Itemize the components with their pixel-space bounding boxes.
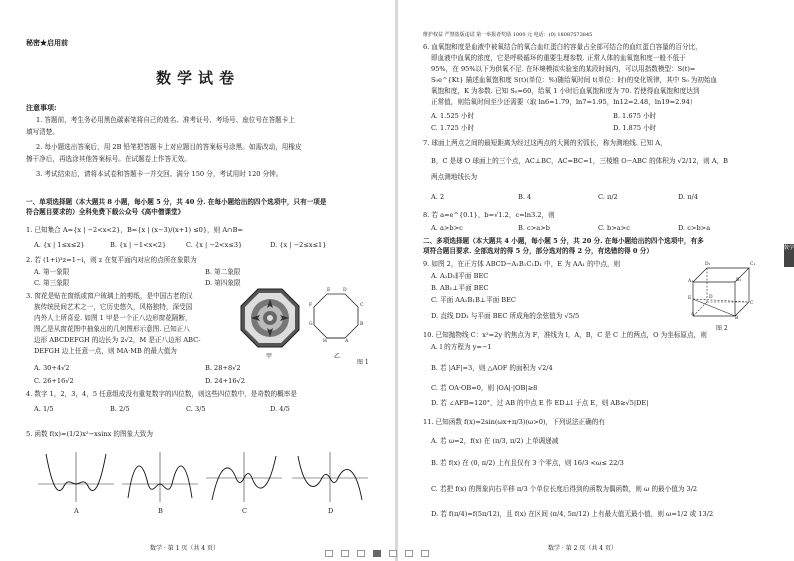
q11-option-d: D. 若 f(π/4)=f(5π/12)，且 f(x) 在区间 (π/4, 5π/12) 上有最大值无最小值，则 ω=1/2 或 13/2 [431, 510, 714, 518]
q9-option-b: B. AB₁⊥平面 BEC [431, 284, 489, 292]
page-dot[interactable] [341, 550, 349, 557]
figure-label-jia: 甲 [266, 353, 273, 360]
q6-option-c: C. 1.725 小时 [431, 124, 475, 132]
q9-option-a: A. A₁D₁∥平面 BEC [431, 272, 489, 280]
q8-option-b: B. c>a>b [518, 224, 550, 232]
cube-vertex: A [691, 312, 695, 317]
q1-option-b: B. {x | −1<x<2} [110, 241, 167, 249]
q8-option-d: D. c>b>a [678, 224, 711, 232]
q2-option-c: C. 第三象限 [34, 279, 70, 287]
q7-option-d: D. π/4 [678, 193, 698, 201]
q1-option-c: C. {x | −2<x≤3} [186, 241, 243, 249]
octagon-vertex: F [309, 303, 313, 308]
question-3-line: DEFGH 边上任意一点，则 MA·MB 的最大值为 [34, 347, 177, 355]
q2-option-d: D. 第四象限 [205, 279, 241, 287]
section-1-heading: 一、单项选择题（本大题共 8 小题，每小题 5 分，共 40 分. 在每小题给出的四个选项中，只有一项是 [26, 198, 327, 206]
octagon-diagram [308, 288, 364, 352]
page-1 [0, 0, 396, 561]
page-dot[interactable] [357, 550, 365, 557]
octagon-vertex: A [345, 339, 349, 344]
q7-option-a: A. 2 [431, 193, 445, 201]
cube-vertex: D₁ [705, 262, 711, 267]
question-3-line: 图乙是从窗花图中抽象出的几何图形示意图. 已知正八 [34, 325, 190, 333]
page-dot[interactable] [405, 550, 413, 557]
q5-option-d: D [328, 507, 334, 515]
question-3-line: 边形 ABCDEFGH 的边长为 2√2，M 是正八边形 ABC- [34, 336, 201, 344]
question-6-line: 氧饱和度，K 为参数. 已知 S₀=60，给氧 1 小时后血氧饱和度为 70. 若使得血氧饱和度达到 [431, 87, 700, 95]
question-7-line: 7. 球面上两点之间的最短距离为经过这两点的大圆的劣弧长，称为测地线. 已知 A， [423, 139, 667, 147]
section-2-heading: 二、多项选择题（本大题共 4 小题，每小题 5 分，共 20 分. 在每小题给出的四个选项中，有多 [423, 237, 704, 245]
question-7-line: B，C 是球 O 球面上的三个点，AC⊥BC，AC=BC=1，三棱锥 O−ABC 的体积为 √2/12，则 A，B [431, 157, 729, 165]
notice-line: 1. 答题前，考生务必用黑色碳素笔将自己的姓名、准考证号、考场号、座位号在答题卡上 [36, 116, 295, 124]
q10-option-b: B. 若 |AF|=3，则 △AOF 的面积为 √2/4 [431, 364, 553, 372]
q5-option-c: C [242, 507, 248, 515]
q1-option-a: A. {x | 1≤x≤2} [34, 241, 85, 249]
question-8: 8. 若 a=e^{0.1}，b=√1.2，c=ln3.2，则 [423, 211, 555, 219]
q11-option-b: B. 若 f(x) 在 (0, π/2) 上有且仅有 3 个零点，则 16/3 <ω≤ 22/3 [431, 459, 624, 467]
q2-option-a: A. 第一象限 [34, 268, 70, 276]
page-2 [398, 0, 794, 561]
octagon-vertex: E [327, 288, 331, 293]
q3-option-a: A. 30+4√2 [34, 364, 70, 372]
q11-option-c: C. 若把 f(x) 的图象向右平移 π/3 个单位长度后得到的函数为偶函数，则 ω 的最小值为 3/2 [431, 485, 698, 493]
figure-caption-2: 图 2 [716, 325, 728, 332]
cube-vertex: C [750, 301, 754, 306]
page-2-footer: 数学 · 第 2 页（共 4 页） [548, 545, 617, 552]
q5-option-a: A [74, 507, 79, 515]
subject-side-tab[interactable]: 数学 [784, 244, 794, 267]
q10-option-c: C. 若 OA·OB=0，则 |OA|·|OB|≥8 [431, 384, 538, 392]
question-5: 5. 函数 f(x)=(1/2)x²−xsinx 的图象大致为 [26, 430, 153, 438]
q4-option-c: C. 3/5 [186, 405, 206, 413]
notice-line: 3. 考试结束后，请将本试卷和答题卡一并交回。满分 150 分，考试用时 120 分钟。 [36, 170, 283, 178]
question-6-line: 即血液中血氧的浓度，它是呼吸循环的重要生理参数. 正常人体的血氧饱和度一般不低于 [431, 54, 686, 62]
question-6-line: 6. 血氧饱和度是血液中被氧结合的氧合血红蛋白的容量占全部可结合的血红蛋白容量的百分比， [423, 43, 702, 51]
question-6-line: S₀e^{Kt} 描述血氧饱和度 S(t)(单位：%)随给氧时间 t(单位：时)的变化规律，其中 S₀ 为初始血 [431, 76, 718, 84]
q2-option-b: B. 第二象限 [205, 268, 241, 276]
q9-option-c: C. 平面 AA₁B₁B⊥平面 BEC [431, 296, 516, 304]
q6-option-a: A. 1.525 小时 [431, 112, 475, 120]
cube-diagram [685, 262, 755, 320]
q7-option-b: B. 4 [518, 193, 532, 201]
cube-vertex: D [709, 295, 713, 300]
q7-option-c: C. π/2 [598, 193, 618, 201]
page-dot-active[interactable] [373, 550, 381, 557]
notice-line: 填写清楚。 [26, 128, 59, 136]
question-6-line: 正常值，则给氧时间至少还需要（取 ln6=1.79，ln7=1.95，ln12=2.48，ln19=2.94） [431, 98, 697, 106]
cube-vertex: A₁ [688, 279, 694, 284]
q11-option-a: A. 若 ω=2，f(x) 在 (π/3, π/2) 上单调递减 [431, 437, 559, 445]
octagon-vertex: C [360, 303, 364, 308]
q8-option-a: A. a>b>c [431, 224, 463, 232]
cube-vertex: C₁ [750, 262, 756, 267]
q9-option-d: D. 直线 DD₁ 与平面 BEC 所成角的余弦值为 √5/5 [431, 312, 580, 320]
q5-graph-b [120, 448, 200, 504]
octagon-vertex: B [360, 322, 364, 327]
q6-option-b: B. 1.675 小时 [613, 112, 657, 120]
q3-option-d: D. 24+16√2 [205, 377, 245, 385]
octagon-vertex: H [323, 339, 327, 344]
question-11: 11. 已知函数 f(x)=2sin(ωx+π/3)(ω>0)，下列说法正确的有 [423, 418, 605, 426]
q10-option-d: D. 若 ∠AFB=120°，过 AB 的中点 E 作 ED⊥l 于点 E，则 AB≥√5|DE| [431, 399, 649, 407]
q3-option-c: C. 26+16√2 [34, 377, 74, 385]
figure-caption-1: 图 1 [357, 359, 369, 366]
q5-graph-a [36, 448, 116, 504]
promo-text: 全科免费下载公众号《高中僧课堂》 [78, 208, 185, 216]
section-2-heading-cont: 项符合题目要求. 全部选对的得 5 分，部分选对的得 2 分，有选错的得 0 分） [423, 247, 653, 255]
q8-option-c: C. b>a>c [598, 224, 630, 232]
q5-option-b: B [158, 507, 163, 515]
page-1-footer: 数学 · 第 1 页（共 4 页） [150, 545, 219, 552]
q5-graph-c [204, 448, 284, 504]
anti-piracy-header: 维护权益 严禁盗版违试 第一举报者奖励 1000 元 电话：(0) 18087573845 [423, 32, 593, 38]
notice-heading: 注意事项: [26, 103, 57, 112]
question-3-line: 族传统民间艺术之一，它历史悠久，风格独特，深受国 [34, 303, 193, 311]
question-6-line: 95%，在 95%以下为供氧不足. 在环境模拟实验室的某段时间内，可以用指数模型：S(t)= [431, 65, 696, 73]
question-9: 9. 如图 2，在正方体 ABCD−A₁B₁C₁D₁ 中，E 为 AA₁ 的中点，则 [423, 260, 621, 268]
question-4: 4. 数字 1，2，3，4，5 任意组成没有重复数字的四位数，则这些四位数中，是奇数的概率是 [26, 390, 297, 398]
question-7-line: 两点测地线长为 [431, 173, 478, 181]
window-flower-figure [240, 288, 300, 348]
question-3-line: 内外人士所喜爱. 如图 1 甲是一个正八边形窗花隔断， [34, 314, 192, 322]
q4-option-b: B. 2/5 [110, 405, 130, 413]
secret-label: 秘密★启用前 [26, 38, 68, 47]
cube-vertex: B₁ [736, 278, 742, 283]
octagon-vertex: D [343, 288, 347, 293]
cube-vertex: B [735, 316, 739, 321]
figure-label-yi: 乙 [334, 353, 341, 360]
q4-option-d: D. 4/5 [270, 405, 290, 413]
page-navigator [325, 550, 429, 557]
question-1: 1. 已知集合 A={x | −2<x<2}，B={x | (x−3)/(x+1) ≤0}，则 A∩B= [26, 226, 243, 234]
octagon-vertex: G [309, 322, 313, 327]
q4-option-a: A. 1/5 [34, 405, 54, 413]
q5-graph-d [290, 448, 370, 504]
notice-line: 擦干净后，再选涂其他答案标号。在试题卷上作答无效。 [26, 155, 191, 163]
q3-option-b: B. 28+8√2 [205, 364, 241, 372]
section-1-heading-cont: 符合题目要求的）全科免费下载公众号《高中僧课堂》 [26, 208, 185, 216]
exam-title: 数学试卷 [155, 69, 240, 87]
page-dot[interactable] [421, 550, 429, 557]
question-3-line: 3. 窗花是贴在窗纸或窗户玻璃上的剪纸，是中国古老的汉 [26, 292, 193, 300]
cube-point-e: E [688, 296, 692, 301]
q10-option-a: A. l 的方程为 y=−1 [431, 343, 492, 351]
page-dot[interactable] [389, 550, 397, 557]
q1-option-d: D. {x | −2≤x≤1} [270, 241, 327, 249]
q6-option-d: D. 1.875 小时 [613, 124, 657, 132]
question-10: 10. 已知抛物线 C：x²=2y 的焦点为 F，准线为 l，A，B，C 是 C 上的两点，O 为坐标原点，则 [423, 331, 707, 339]
notice-line: 2. 每小题选出答案后，用 2B 铅笔把答题卡上对应题目的答案标号涂黑。如需改动，用橡皮 [36, 143, 302, 151]
question-2: 2. 若 (1+i)³z=1−i，则 z 在复平面内对应的点所在象限为 [26, 256, 197, 264]
page-dot[interactable] [325, 550, 333, 557]
